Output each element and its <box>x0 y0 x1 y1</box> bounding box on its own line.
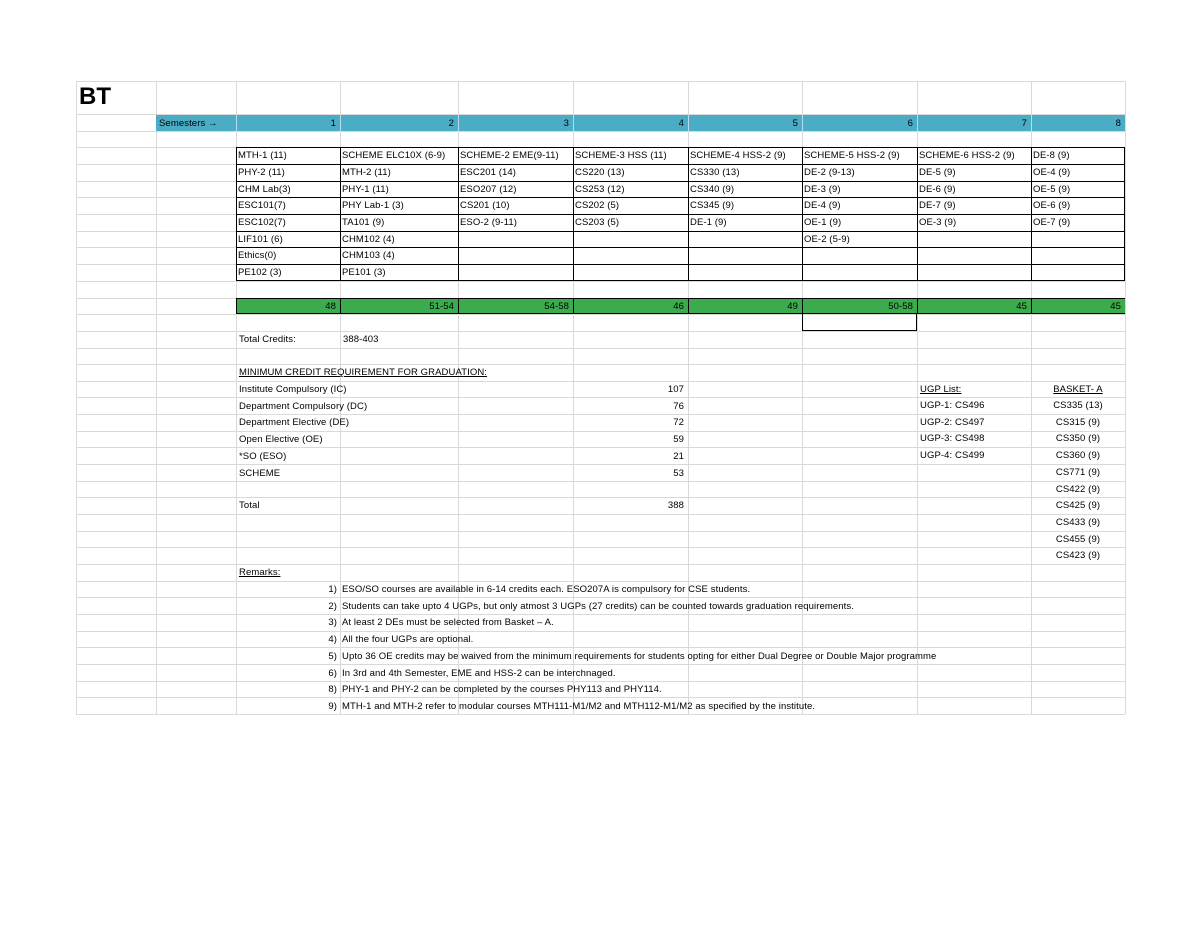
grid-col-line <box>1125 81 1126 714</box>
course-cell: DE-3 (9) <box>804 184 841 195</box>
ugp-item: UGP-4: CS499 <box>920 450 985 462</box>
remark-text: PHY-1 and PHY-2 can be completed by the courses PHY113 and PHY114. <box>342 684 662 696</box>
min-credit-total-value: 388 <box>667 500 684 511</box>
grid-row-line <box>76 331 1125 332</box>
course-cell: SCHEME-3 HSS (11) <box>575 150 667 161</box>
course-cell: SCHEME-6 HSS-2 (9) <box>919 150 1015 161</box>
course-cell: CHM Lab(3) <box>238 184 291 195</box>
course-row-border <box>236 164 1125 165</box>
min-credit-label: Institute Compulsory (IC) <box>239 384 347 395</box>
course-cell: MTH-2 (11) <box>342 167 391 178</box>
semester-number: 4 <box>678 118 684 129</box>
total-band-separator <box>340 298 341 314</box>
course-cell: CS201 (10) <box>460 200 510 211</box>
course-cell: ESO207 (12) <box>460 184 517 195</box>
semester-total: 45 <box>1016 301 1027 312</box>
min-credit-label: Open Elective (OE) <box>239 434 323 446</box>
min-credit-value: 21 <box>673 450 684 462</box>
course-cell: OE-2 (5-9) <box>804 234 850 245</box>
basket-item: CS315 (9) <box>1055 416 1101 428</box>
min-credit-value: 76 <box>673 400 684 412</box>
min-credit-label: Department Compulsory (DC) <box>239 400 368 412</box>
semester-number: 8 <box>1115 118 1121 129</box>
semester-number: 1 <box>330 118 336 129</box>
course-cell: DE-4 (9) <box>804 200 841 211</box>
course-cell: ESC201 (14) <box>460 167 517 178</box>
grid-row-line <box>76 564 1125 565</box>
semester-total: 48 <box>325 301 336 312</box>
course-cell: PHY-2 (11) <box>238 167 285 178</box>
ugp-heading: UGP List: <box>920 384 962 395</box>
basket-item: CS425 (9) <box>1055 500 1101 512</box>
total-credits-label: Total Credits: <box>239 334 296 345</box>
course-cell: SCHEME-5 HSS-2 (9) <box>804 150 900 161</box>
grid-row-line <box>76 281 1125 282</box>
min-credit-value: 59 <box>673 434 684 446</box>
course-cell: DE-5 (9) <box>919 167 956 178</box>
course-cell: DE-2 (9-13) <box>804 167 855 178</box>
header-band-separator <box>573 115 574 131</box>
remark-text: At least 2 DEs must be selected from Basket – A. <box>342 617 554 629</box>
semester-total: 49 <box>787 301 798 312</box>
remark-number: 4) <box>328 634 337 646</box>
min-credit-value: 53 <box>673 467 684 479</box>
course-cell: CS202 (5) <box>575 200 620 211</box>
remark-number: 3) <box>328 617 337 629</box>
header-band-separator <box>1031 115 1032 131</box>
grid-col-line <box>156 81 157 714</box>
min-credit-value: 107 <box>667 384 684 395</box>
grid-row-line <box>76 81 1125 82</box>
course-cell: CS330 (13) <box>690 167 740 178</box>
total-band-separator <box>802 298 803 314</box>
course-cell: CS220 (13) <box>575 167 625 178</box>
course-cell: CHM103 (4) <box>342 250 395 261</box>
semester-number: 7 <box>1021 118 1027 129</box>
course-row-border <box>236 247 1125 248</box>
semester-number: 2 <box>448 118 454 129</box>
course-row-border <box>236 231 1125 232</box>
semester-total: 54-58 <box>544 301 569 312</box>
grid-row-line <box>76 348 1125 349</box>
min-credit-label: Department Elective (DE) <box>239 417 350 429</box>
course-cell: PHY-1 (11) <box>342 184 389 195</box>
basket-item: CS433 (9) <box>1055 516 1101 528</box>
course-cell: DE-1 (9) <box>690 217 727 228</box>
course-cell: OE-1 (9) <box>804 217 842 228</box>
remark-number: 9) <box>328 700 337 712</box>
total-credits-value: 388-403 <box>343 334 379 345</box>
remark-text: Students can take upto 4 UGPs, but only atmost 3 UGPs (27 credits) can be counted towards graduation requirements. <box>342 600 854 612</box>
selected-cell-border <box>802 314 917 331</box>
course-cell: CS345 (9) <box>690 200 735 211</box>
course-cell: PE102 (3) <box>238 267 282 278</box>
remark-number: 1) <box>328 584 337 595</box>
course-cell: OE-4 (9) <box>1033 167 1071 178</box>
basket-heading: BASKET- A <box>1053 384 1103 395</box>
course-cell: Ethics(0) <box>238 250 277 261</box>
remark-number: 8) <box>328 684 337 696</box>
course-cell: SCHEME-2 EME(9-11) <box>460 150 559 161</box>
course-cell: PHY Lab-1 (3) <box>342 200 404 211</box>
course-row-border <box>236 214 1125 215</box>
grid-row-line <box>76 631 1125 632</box>
remark-text: MTH-1 and MTH-2 refer to modular courses MTH111-M1/M2 and MTH112-M1/M2 as specified by the institute. <box>342 700 816 712</box>
basket-item: CS422 (9) <box>1055 483 1101 495</box>
course-cell: CS253 (12) <box>575 184 625 195</box>
min-credit-value: 72 <box>673 417 684 429</box>
total-band-separator <box>1031 298 1032 314</box>
course-cell: DE-6 (9) <box>919 184 956 195</box>
min-credit-heading: MINIMUM CREDIT REQUIREMENT FOR GRADUATION: <box>239 367 488 378</box>
course-cell: ESC102(7) <box>238 217 286 228</box>
ugp-item: UGP-1: CS496 <box>920 400 985 411</box>
min-credit-label: SCHEME <box>239 467 281 479</box>
basket-item: CS335 (13) <box>1053 400 1103 411</box>
total-band-separator <box>458 298 459 314</box>
course-cell: CS340 (9) <box>690 184 735 195</box>
grid-row-line <box>76 364 1125 365</box>
course-cell: ESO-2 (9-11) <box>460 217 517 228</box>
semester-number: 5 <box>792 118 798 129</box>
course-row-border <box>236 181 1125 182</box>
semester-total: 51-54 <box>429 301 454 312</box>
course-cell: DE-8 (9) <box>1033 150 1070 161</box>
total-band-separator <box>688 298 689 314</box>
course-cell: OE-5 (9) <box>1033 184 1071 195</box>
semesters-label: Semesters → <box>159 118 218 129</box>
basket-item: CS771 (9) <box>1055 466 1101 478</box>
course-row-border <box>236 264 1125 265</box>
course-cell: ESC101(7) <box>238 200 286 211</box>
course-cell: SCHEME ELC10X (6-9) <box>342 150 446 161</box>
remark-text: In 3rd and 4th Semester, EME and HSS-2 can be interchnaged. <box>342 667 616 679</box>
semester-number: 6 <box>907 118 913 129</box>
header-band-separator <box>340 115 341 131</box>
remark-number: 5) <box>328 650 337 662</box>
semester-total: 45 <box>1110 301 1121 312</box>
header-band-separator <box>458 115 459 131</box>
basket-item: CS423 (9) <box>1055 550 1101 562</box>
basket-item: CS350 (9) <box>1055 433 1101 445</box>
semester-total: 46 <box>673 301 684 312</box>
course-cell: SCHEME-4 HSS-2 (9) <box>690 150 786 161</box>
total-band-separator <box>917 298 918 314</box>
grid-row-line <box>76 514 1125 515</box>
course-cell: MTH-1 (11) <box>238 150 287 161</box>
course-cell: LIF101 (6) <box>238 234 283 245</box>
course-cell: PE101 (3) <box>342 267 386 278</box>
basket-item: CS455 (9) <box>1055 533 1101 545</box>
header-band-separator <box>917 115 918 131</box>
total-band-separator <box>236 298 237 314</box>
course-row-border <box>236 197 1125 198</box>
course-cell: TA101 (9) <box>342 217 385 228</box>
header-band-separator <box>236 115 237 131</box>
grid-row-line <box>76 531 1125 532</box>
remark-text: All the four UGPs are optional. <box>342 634 474 646</box>
ugp-item: UGP-3: CS498 <box>920 433 985 445</box>
ugp-item: UGP-2: CS497 <box>920 416 985 428</box>
remark-number: 6) <box>328 667 337 679</box>
total-band-separator <box>573 298 574 314</box>
header-band-separator <box>802 115 803 131</box>
min-credit-total-label: Total <box>239 500 260 511</box>
min-credit-label: *SO (ESO) <box>239 450 287 462</box>
header-band-separator <box>688 115 689 131</box>
sheet-title: BT <box>79 83 111 110</box>
remark-number: 2) <box>328 600 337 612</box>
course-cell: CHM102 (4) <box>342 234 395 245</box>
basket-item: CS360 (9) <box>1055 450 1101 462</box>
course-cell: OE-3 (9) <box>919 217 957 228</box>
grid-col-line <box>76 81 77 714</box>
grid-row-line <box>76 547 1125 548</box>
semester-number: 3 <box>563 118 569 129</box>
remark-text: Upto 36 OE credits may be waived from the minimum requirements for students opting for either Dual Degree or Double Major programme <box>342 650 937 662</box>
course-cell: OE-6 (9) <box>1033 200 1071 211</box>
course-cell: DE-7 (9) <box>919 200 956 211</box>
course-cell: CS203 (5) <box>575 217 620 228</box>
course-cell: OE-7 (9) <box>1033 217 1071 228</box>
remark-text: ESO/SO courses are available in 6-14 credits each. ESO207A is compulsory for CSE students. <box>342 584 751 595</box>
remarks-heading: Remarks: <box>239 567 281 578</box>
semester-total: 50-58 <box>888 301 913 312</box>
